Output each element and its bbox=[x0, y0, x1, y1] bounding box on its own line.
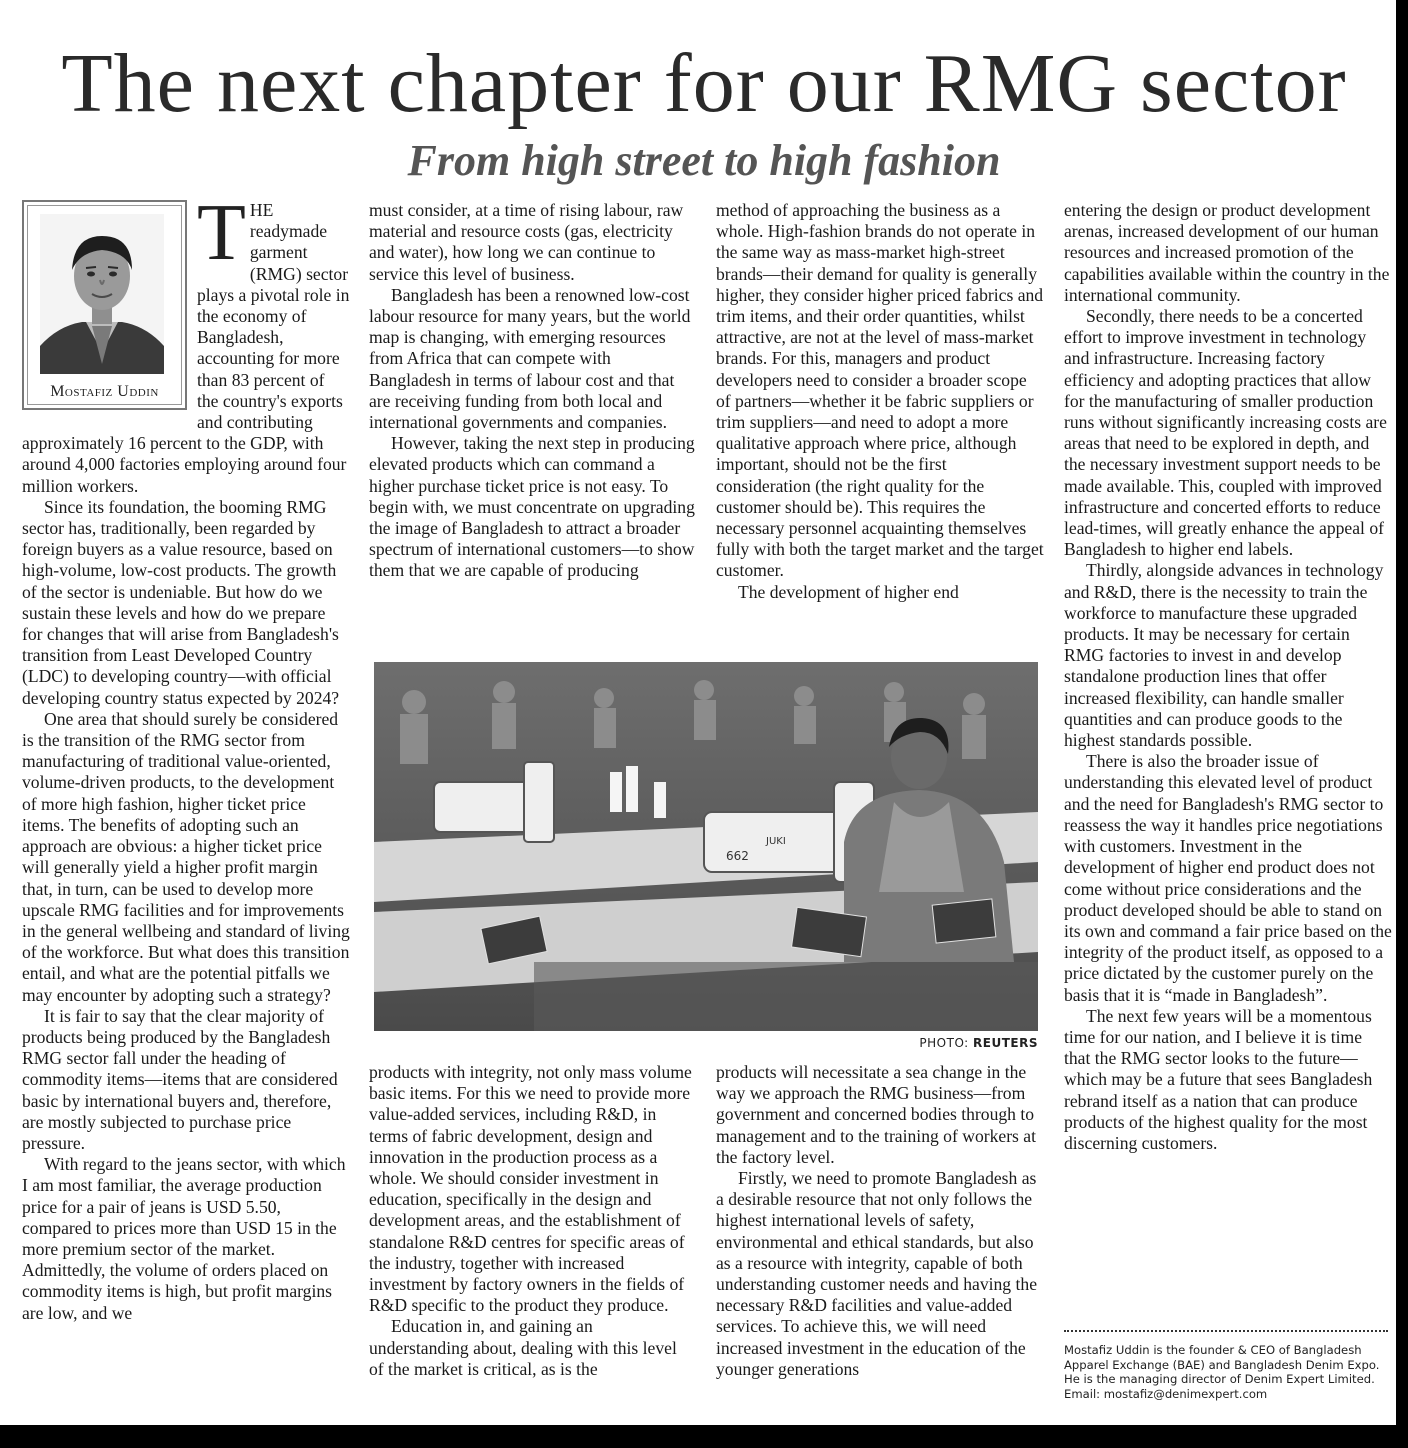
article-headline: The next chapter for our RMG sector bbox=[61, 37, 1347, 130]
column-1 bbox=[22, 189, 350, 1324]
article-paragraph: products will necessitate a sea change in the way we approach the RMG business—from government and concerned bodies through to management and to the training of workers at the factory level. bbox=[716, 1062, 1037, 1167]
bio-divider bbox=[1064, 1330, 1388, 1332]
article-paragraph: products with integrity, not only mass volume basic items. For this we need to provide more value-added services, including R&D, in terms of fabric development, design and innovation in the production process as a whole. We should consider investment in education, specifically in the design and development areas, and the establishment of standalone R&D centres for specific areas of the industry, together with increased investment by factory owners in the fields of R&D specific to the product they produce. bbox=[369, 1062, 692, 1316]
article-paragraph: Firstly, we need to promote Bangladesh as a desirable resource that not only follows the highest international levels of safety, environmental and ethical standards, but also as a resource with integrity, capable of both understanding customer needs and having the necessary R&D facilities and value-added services. To achieve this, we will need increased investment in the education of the younger generations bbox=[716, 1168, 1038, 1379]
photo-credit bbox=[850, 1036, 1038, 1050]
article-paragraph: One area that should surely be considered is the transition of the RMG sector from manufacturing of traditional value-oriented, volume-driven products, to the development of more high fashion, higher ticket price items. The benefits of adopting such an approach are obvious: a higher ticket price will generally yield a higher profit margin that, in turn, can be used to develop more upscale RMG facilities and for improvements in the general wellbeing and standard of living of the workforce. But what does this transition entail, and what are the potential pitfalls we may encounter by adopting such a strategy? bbox=[22, 708, 350, 1005]
article-paragraph: Since its foundation, the booming RMG sector has, traditionally, been regarded by foreign buyers as a value resource, based on high-volume, low-cost products. The growth of the sector is undeniable. But how do we sustain these levels and how do we prepare for changes that will arise from Bangladesh's transition from Least Developed Country (LDC) to developing country—with official developing country status expected by 2024? bbox=[22, 496, 340, 708]
article-paragraph: With regard to the jeans sector, with which I am most familiar, the average production price for a pair of jeans is USD 5.50, compared to prices more than USD 15 in the more premium sector of the market. Admittedly, the volume of orders placed on commodity items is high, but profit margins are low, and we bbox=[22, 1154, 346, 1323]
photo-credit-prefix: PHOTO: bbox=[919, 1036, 969, 1050]
article-paragraph: Thirdly, alongside advances in technology and R&D, there is the necessity to train the workforce to manufacture these upgraded products. It may be necessary for certain RMG factories to invest in and develop standalone production lines that offer increased flexibility, can handle smaller quantities and can produce goods to the highest standards possible. bbox=[1064, 560, 1384, 751]
article-paragraph: However, taking the next step in producing elevated products which can command a higher purchase ticket price is not easy. To begin with, we must concentrate on upgrading the image of Bangladesh to attract a broader spectrum of international customers—to show them that we are capable of producing bbox=[369, 433, 695, 581]
article-paragraph: must consider, at a time of rising labour, raw material and resource costs (gas, electricity and water), how long we can continue to service this level of business. bbox=[369, 200, 684, 284]
article-paragraph: The next few years will be a momentous time for our nation, and I believe it is time that the RMG sector looks to the future—which may be a future that sees Bangladesh rebrand itself as a nation that can produce products of the highest quality for the most discerning customers. bbox=[1064, 1005, 1373, 1153]
article-paragraph: The development of higher end bbox=[738, 581, 959, 602]
article-paragraph: entering the design or product development arenas, increased development of our human resources and increased promotion of the capabilities available within the country in the international community. bbox=[1064, 200, 1390, 305]
article-paragraph: It is fair to say that the clear majority of products being produced by the Bangladesh RMG sector fall under the heading of commodity items—items that are considered basic by international buyers and, therefore, are mostly subjected to purchase price pressure. bbox=[22, 1005, 338, 1153]
author-photo-box bbox=[22, 200, 187, 410]
column-3-bottom bbox=[716, 1062, 1044, 1380]
drop-cap: T bbox=[197, 189, 246, 277]
article-subheadline: From high street to high fashion bbox=[407, 136, 1001, 185]
column-4 bbox=[1064, 200, 1392, 1154]
paragraph-text: HE readymade garment (RMG) sector plays a pivotal role in the economy of Bangladesh, accounting for more than 83 percent of the country's exports and contributing approximately 16 percent to the GDP, with around 4,000 factories employing around four million workers. bbox=[22, 200, 350, 496]
author-name: Mostafiz Uddin bbox=[50, 382, 159, 400]
article-paragraph: Bangladesh has been a renowned low-cost labour resource for many years, but the world map is changing, with emerging resources from Africa that can compete with Bangladesh in terms of labour cost and that are receiving funding from both local and international governments and companies. bbox=[369, 284, 691, 433]
column-3-top bbox=[716, 200, 1044, 603]
factory-photo bbox=[374, 662, 1038, 1031]
article-paragraph: Secondly, there needs to be a concerted effort to improve investment in technology and infrastructure. Increasing factory efficiency and adopting practices that allow for the manufacturing of smaller production runs without significantly increasing costs are areas that need to be explored in depth, and the necessary investment support needs to be made available. This, coupled with improved infrastructure and concerted efforts to reduce lead-times, will greatly enhance the appeal of Bangladesh to higher end labels. bbox=[1064, 306, 1387, 560]
article-paragraph: There is also the broader issue of understanding this elevated level of product and the need for Bangladesh's RMG sector to reassess the way it handles price negotiations with customers. Investment in the development of higher end product does not come without price considerations and the product developed should be able to stand on its own and command a fair price based on the integrity of the product itself, as opposed to a price dictated by the customer purely on the basis that it is “made in Bangladesh”. bbox=[1064, 751, 1392, 1005]
column-2-bottom bbox=[369, 1062, 695, 1380]
author-portrait bbox=[40, 214, 164, 374]
email-label: Email: bbox=[1064, 1386, 1101, 1401]
article-paragraph: Education in, and gaining an understanding about, dealing with this level of the market is critical, as is the bbox=[369, 1316, 677, 1379]
machine-brand: JUKI bbox=[766, 836, 786, 847]
author-email-line bbox=[1064, 1387, 1390, 1402]
author-email: mostafiz@denimexpert.com bbox=[1103, 1386, 1268, 1401]
photo-credit-source: REUTERS bbox=[973, 1036, 1038, 1050]
article-paragraph: method of approaching the business as a whole. High-fashion brands do not operate in the same way as mass-market high-street brands—their demand for quality is generally higher, they consider higher priced fabrics and trim items, and their order quantities, whilst attractive, are not at the level of mass-market brands. For this, managers and product developers need to consider a broader scope of partners—whether it be fabric suppliers or trim suppliers—and need to adopt a more qualitative approach where price, although important, should not be the first consideration (the right quality for the customer should be). This requires the necessary personnel acquainting themselves fully with both the target market and the target customer. bbox=[716, 200, 1044, 581]
column-2-top bbox=[369, 200, 695, 582]
machine-number: 662 bbox=[726, 849, 749, 863]
author-bio bbox=[1064, 1343, 1390, 1401]
author-bio-text: Mostafiz Uddin is the founder & CEO of Bangladesh Apparel Exchange (BAE) and Bangladesh Denim Expo. He is the managing director of Denim Expert Limited. bbox=[1064, 1343, 1380, 1386]
top-strip bbox=[0, 0, 1396, 4]
